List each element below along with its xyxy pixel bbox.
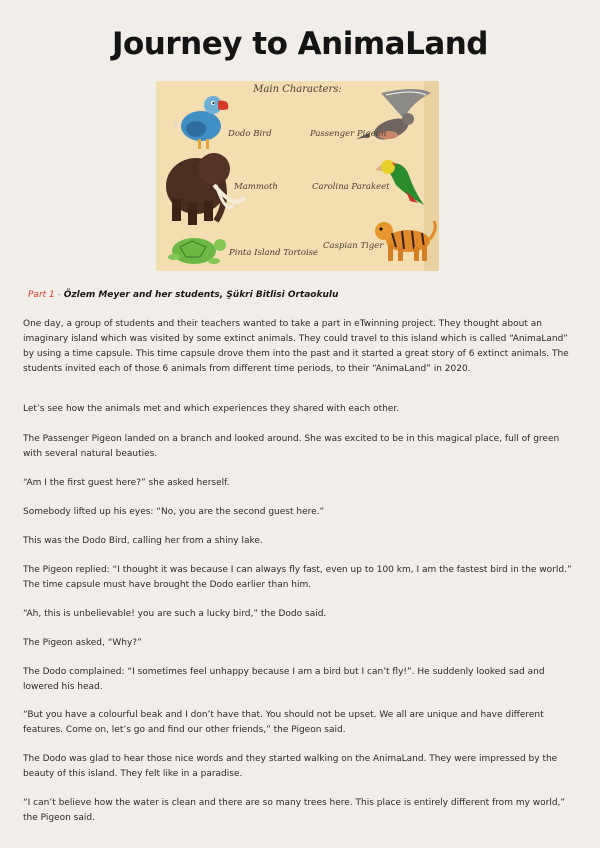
main-characters-illustration (156, 81, 439, 271)
tiger-label: Caspian Tiger (323, 241, 384, 251)
paragraph: The Passenger Pigeon landed on a branch and looked around. She was excited to be in this magical place, full of green with several natural beauties. (23, 434, 560, 459)
main-characters-heading: Main Characters: (253, 84, 342, 95)
paragraph: Let’s see how the animals met and which experiences they shared with each other. (23, 404, 400, 414)
paragraph: “I can’t believe how the water is clean and there are so many trees here. This place is entirely different from my world,” the Pigeon said. (23, 798, 566, 823)
paragraph: Somebody lifted up his eyes: “No, you are the second guest here.” (23, 507, 325, 517)
paragraph: The Dodo was glad to hear those nice words and they started walking on the AnimaLand. They were impressed by the beauty of this island. They felt like in a paradise. (23, 754, 558, 779)
page-title: Journey to AnimaLand (111, 26, 489, 62)
paragraph: The Dodo complained: “I sometimes feel unhappy because I am a bird but I can’t fly!”. He suddenly looked sad and lowered his head. (23, 667, 545, 692)
paragraph: This was the Dodo Bird, calling her from a shiny lake. (23, 536, 263, 546)
part-label: Part 1 (28, 290, 55, 300)
paragraph: “Ah, this is unbelievable! you are such a lucky bird,” the Dodo said. (23, 609, 327, 619)
tortoise-icon (168, 238, 226, 264)
part-separator: - (54, 290, 64, 300)
paragraph: “Am I the first guest here?” she asked herself. (23, 478, 230, 488)
mammoth-icon (166, 153, 244, 225)
paragraph: “But you have a colourful beak and I don’t have that. You should not be upset. We all are unique and have different features. Come on, let’s go and find our other friends,” the Pigeon said. (23, 710, 544, 735)
parakeet-label: Carolina Parakeet (312, 182, 390, 192)
paragraph: The Pigeon replied: “I thought it was because I can always fly fast, even up to 100 km, I am the fastest bird in the world.” The time capsule must have brought the Dodo earlier than him. (23, 565, 572, 590)
author-credit: Özlem Meyer and her students, Şükri Bitlisi Ortaokulu (63, 290, 339, 300)
pigeon-label: Passenger Pigeon (310, 129, 387, 139)
paragraph-intro: One day, a group of students and their teachers wanted to take a part in eTwinning project. They thought about an imaginary island which was visited by some extinct animals. They could travel to this island which is called “AnimaLand” by using a time capsule. This time capsule drove them into the past and it started a great story of 6 extinct animals. The students invited each of those 6 animals from different time periods, to their “AnimaLand” in 2020. (23, 319, 569, 374)
mammoth-label: Mammoth (234, 182, 278, 192)
characters-artwork (156, 81, 439, 271)
dodo-icon (174, 96, 228, 149)
paragraph: The Pigeon asked, “Why?” (23, 638, 142, 648)
tortoise-label: Pinta Island Tortoise (229, 248, 319, 258)
part-byline (28, 290, 338, 300)
dodo-label: Dodo Bird (228, 129, 272, 139)
